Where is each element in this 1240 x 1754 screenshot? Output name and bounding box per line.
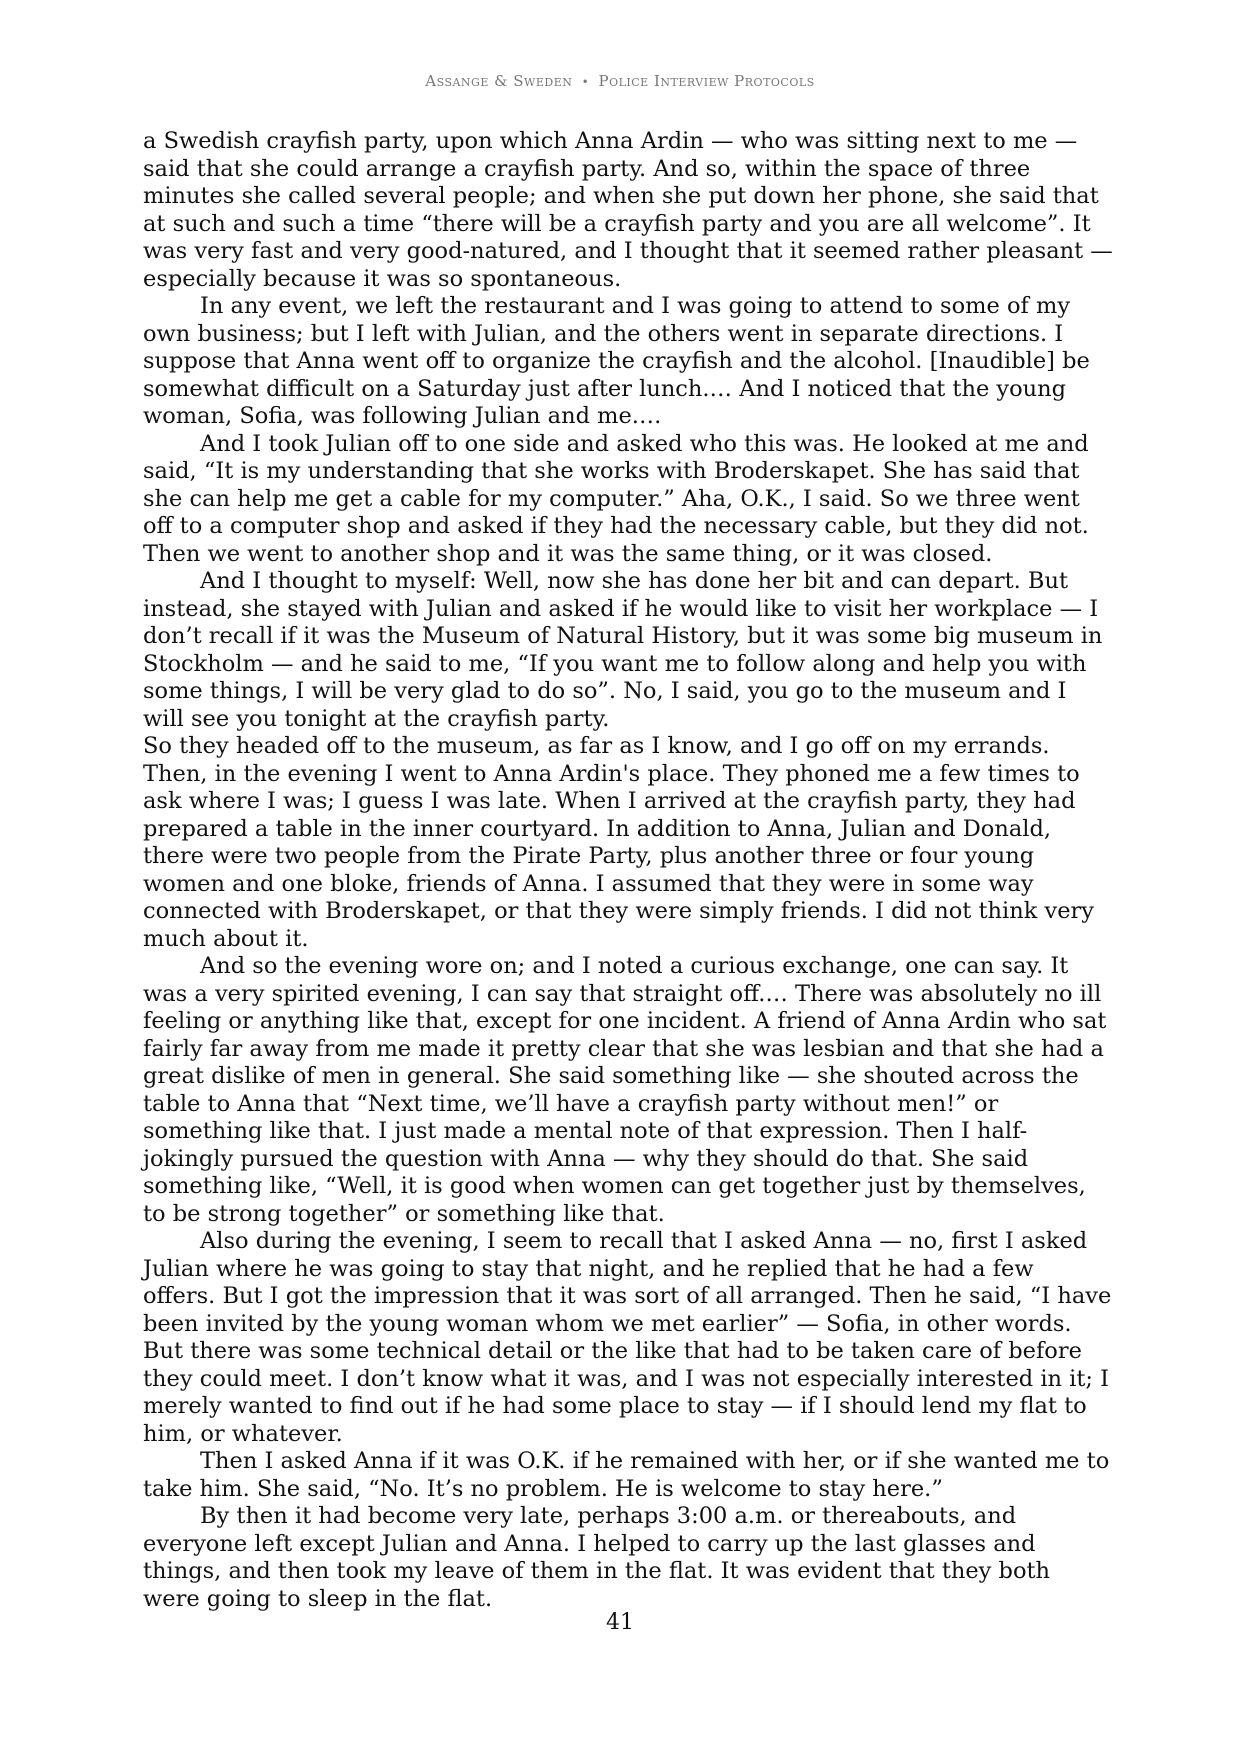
- paragraph: In any event, we left the restaurant and I was going to attend to some of my own business; but I left with Julian, and the others went in separate directions. I suppose that Anna went off to organize the crayfish and the alcohol. [Inaudible] be somewhat difficult on a Saturday just after lunch.… And I noticed that the young woman, Sofia, was following Julian and me.…: [143, 293, 1090, 429]
- paragraph: So they headed off to the museum, as far as I know, and I go off on my errands. Then, in the evening I went to Anna Ardin's place. They phoned me a few times to ask where I was; I guess I was late. When I arrived at the crayfish party, they had prepared a table in the inner courtyard. In addition to Anna, Julian and Donald, there were two people from the Pirate Party, plus another three or four young women and one bloke, friends of Anna. I assumed that they were in some way connected with Broderskapet, or that they were simply friends. I did not think very much about it.: [143, 733, 1094, 952]
- body-text: [143, 128, 1113, 1613]
- paragraph: And so the evening wore on; and I noted a curious exchange, one can say. It was a very spirited evening, I can say that straight off.… There was absolutely no ill feeling or anything like that, except for one incident. A friend of Anna Ardin who sat fairly far away from me made it pretty clear that she was lesbian and that she had a great dislike of men in general. She said something like — she shouted across the table to Anna that “Next time, we’ll have a crayfish party without men!” or something like that. I just made a mental note of that expression. Then I half-jokingly pursued the question with Anna — why they should do that. She said something like, “Well, it is good when women can get together just by themselves, to be strong together” or something like that.: [143, 953, 1107, 1227]
- paragraph: Also during the evening, I seem to recall that I asked Anna — no, first I asked Julian where he was going to stay that night, and he replied that he had a few offers. But I got the impression that it was sort of all arranged. Then he said, “I have been invited by the young woman whom we met earlier” — Sofia, in other words. But there was some technical detail or the like that had to be taken care of before they could meet. I don’t know what it was, and I was not especially interested in it; I merely wanted to find out if he had some place to stay — if I should lend my flat to him, or whatever.: [143, 1228, 1112, 1447]
- running-header-title: Assange & Sweden: [425, 72, 573, 90]
- paragraph: And I took Julian off to one side and asked who this was. He looked at me and said, “It is my understanding that she works with Broderskapet. She has said that she can help me get a cable for my computer.” Aha, O.K., I said. So we three went off to a computer shop and asked if they had the necessary cable, but they did not. Then we went to another shop and it was the same thing, or it was closed.: [143, 430, 1089, 567]
- paragraph: And I thought to myself: Well, now she has done her bit and can depart. But instead, she stayed with Julian and asked if he would like to visit her workplace — I don’t recall if it was the Museum of Natural History, but it was some big museum in Stockholm — and he said to me, “If you want me to follow along and help you with some things, I will be very glad to do so”. No, I said, you go to the museum and I will see you tonight at the crayfish party.: [143, 568, 1103, 732]
- running-header: [0, 72, 1240, 90]
- paragraph: By then it had become very late, perhaps 3:00 a.m. or thereabouts, and everyone left except Julian and Anna. I helped to carry up the last glasses and things, and then took my leave of them in the flat. It was evident that they both were going to sleep in the flat.: [143, 1503, 1051, 1612]
- paragraph: a Swedish crayfish party, upon which Anna Ardin — who was sitting next to me — said that she could arrange a crayfish party. And so, within the space of three minutes she called several people; and when she put down her phone, she said that at such and such a time “there will be a crayfish party and you are all welcome”. It was very fast and very good-natured, and I thought that it seemed rather pleasant — especially because it was so spontaneous.: [143, 128, 1113, 292]
- paragraph: Then I asked Anna if it was O.K. if he remained with her, or if she wanted me to take him. She said, “No. It’s no problem. He is welcome to stay here.”: [143, 1448, 1110, 1502]
- running-header-separator: •: [581, 75, 590, 89]
- page-number: 41: [606, 1610, 634, 1635]
- running-header-subtitle: Police Interview Protocols: [598, 72, 815, 90]
